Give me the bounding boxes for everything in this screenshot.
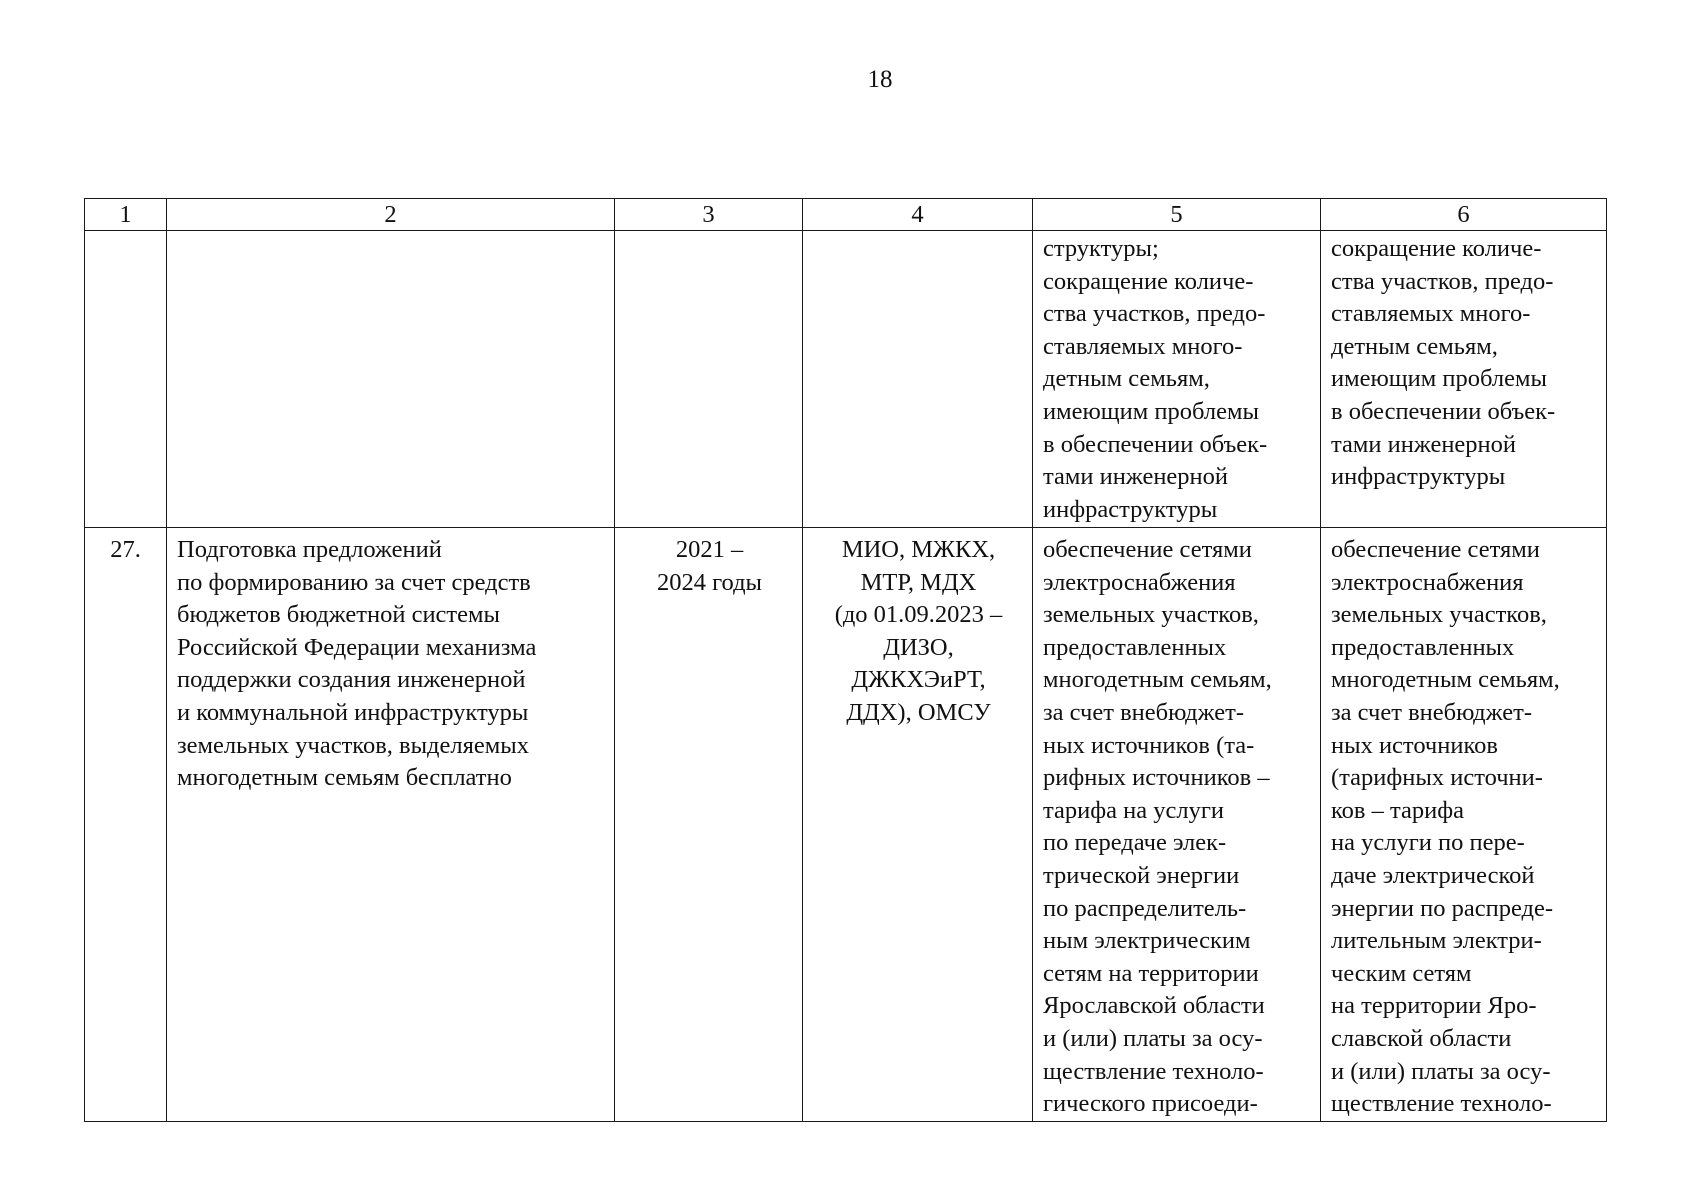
- text-line: имеющим проблемы: [1331, 365, 1547, 393]
- text-line: энергии по распреде-: [1331, 894, 1554, 922]
- measures-table: [84, 198, 1607, 1122]
- text-line: ных источников (та-: [1043, 731, 1255, 759]
- text-line: ства участков, предо-: [1331, 267, 1554, 295]
- header-cell-3: 3: [615, 199, 803, 231]
- text-line: лительным электри-: [1331, 927, 1542, 955]
- cell-empty-4: [803, 231, 1033, 528]
- text-line: ческим сетям: [1331, 959, 1472, 987]
- text-line: поддержки создания инженерной: [177, 666, 526, 694]
- text-line: и (или) платы за осу-: [1043, 1024, 1263, 1052]
- text-line: ства участков, предо-: [1043, 300, 1266, 328]
- text-line: ставляемых много-: [1043, 332, 1243, 360]
- text-line: структуры;: [1043, 235, 1159, 262]
- text-line: тами инженерной: [1043, 463, 1229, 491]
- text-line: обеспечение сетями: [1331, 536, 1540, 563]
- table-row-27: [85, 528, 1607, 1122]
- text-line: рифных источников –: [1043, 764, 1270, 792]
- text-line: по формированию за счет средств: [177, 568, 531, 596]
- text-line: ставляемых много-: [1331, 300, 1531, 328]
- cell-indicators: [1033, 528, 1321, 1122]
- text-line: славской области: [1331, 1024, 1512, 1052]
- text-line: ДИЗО,: [883, 633, 954, 661]
- text-line: 2024 годы: [656, 568, 763, 596]
- text-line: Российской Федерации механизма: [177, 633, 537, 661]
- text-line: многодетным семьям,: [1331, 666, 1560, 694]
- text-line: за счет внебюджет-: [1331, 698, 1532, 726]
- text-line: и (или) платы за осу-: [1331, 1057, 1551, 1085]
- text-line: предоставленных: [1331, 633, 1515, 661]
- text-line: ков – тарифа: [1331, 796, 1464, 824]
- text-line: электроснабжения: [1043, 568, 1236, 596]
- text-line: и коммунальной инфраструктуры: [177, 698, 529, 726]
- table-row-continued: [85, 231, 1607, 528]
- cell-results-continued: [1321, 231, 1607, 528]
- text-line: (тарифных источни-: [1331, 764, 1543, 792]
- text-line: предоставленных: [1043, 633, 1227, 661]
- row-number: 27.: [85, 528, 167, 1122]
- header-cell-1: 1: [85, 199, 167, 231]
- text-line: тарифа на услуги: [1043, 796, 1224, 824]
- text-line: инфраструктуры: [1043, 495, 1218, 523]
- text-line: в обеспечении объек-: [1331, 397, 1556, 425]
- table-header-row: [85, 199, 1607, 231]
- page-number: 18: [867, 66, 893, 93]
- text-line: по передаче элек-: [1043, 829, 1227, 857]
- text-line: в обеспечении объек-: [1043, 430, 1268, 458]
- text-line: земельных участков,: [1043, 601, 1259, 629]
- text-line: на услуги по пере-: [1331, 829, 1525, 857]
- text-line: ДДХ), ОМСУ: [846, 698, 991, 726]
- cell-results: [1321, 528, 1607, 1122]
- text-line: Подготовка предложений: [177, 536, 442, 563]
- text-line: (до 01.09.2023 –: [834, 601, 1003, 629]
- text-line: бюджетов бюджетной системы: [177, 601, 500, 629]
- cell-empty-2: [167, 231, 615, 528]
- text-line: имеющим проблемы: [1043, 397, 1259, 425]
- text-line: 2021 –: [675, 536, 744, 563]
- text-line: трической энергии: [1043, 861, 1240, 889]
- text-line: детным семьям,: [1043, 365, 1210, 393]
- text-line: инфраструктуры: [1331, 463, 1506, 491]
- text-line: ным электрическим: [1043, 927, 1251, 955]
- text-line: ществление техноло-: [1331, 1090, 1552, 1118]
- cell-measure-name: [167, 528, 615, 1122]
- text-line: ных источников: [1331, 731, 1498, 759]
- header-cell-2: 2: [167, 199, 615, 231]
- text-line: сокращение количе-: [1331, 235, 1542, 262]
- header-cell-6: 6: [1321, 199, 1607, 231]
- text-line: по распределитель-: [1043, 894, 1247, 922]
- cell-executors: [803, 528, 1033, 1122]
- text-line: электроснабжения: [1331, 568, 1524, 596]
- text-line: многодетным семьям,: [1043, 666, 1272, 694]
- text-line: обеспечение сетями: [1043, 536, 1252, 563]
- text-line: МТР, МДХ: [860, 568, 977, 596]
- cell-empty-1: [85, 231, 167, 528]
- text-line: ществление техноло-: [1043, 1057, 1264, 1085]
- text-line: сокращение количе-: [1043, 267, 1254, 295]
- text-line: МИО, МЖКХ,: [841, 536, 996, 563]
- text-line: земельных участков,: [1331, 601, 1547, 629]
- text-line: тами инженерной: [1331, 430, 1517, 458]
- text-line: детным семьям,: [1331, 332, 1498, 360]
- text-line: на территории Яро-: [1331, 992, 1537, 1020]
- text-line: сетям на территории: [1043, 959, 1259, 987]
- header-cell-4: 4: [803, 199, 1033, 231]
- text-line: Ярославской области: [1043, 992, 1265, 1020]
- cell-period: [615, 528, 803, 1122]
- text-line: за счет внебюджет-: [1043, 698, 1244, 726]
- text-line: многодетным семьям бесплатно: [177, 764, 512, 792]
- text-line: гического присоеди-: [1043, 1090, 1258, 1118]
- text-line: даче электрической: [1331, 861, 1535, 889]
- cell-indicators-continued: [1033, 231, 1321, 528]
- text-line: земельных участков, выделяемых: [177, 731, 529, 759]
- header-cell-5: 5: [1033, 199, 1321, 231]
- cell-empty-3: [615, 231, 803, 528]
- text-line: ДЖКХЭиРТ,: [851, 666, 986, 694]
